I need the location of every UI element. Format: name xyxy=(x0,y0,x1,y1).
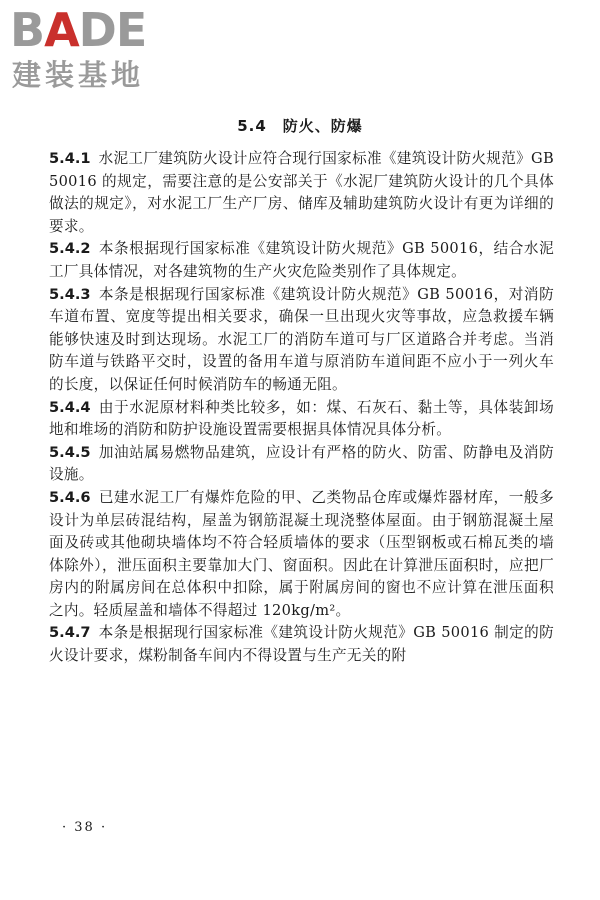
logo-wordmark: BADE xyxy=(10,3,147,57)
clause-5-4-1 xyxy=(49,148,554,238)
brand-logo xyxy=(10,3,180,96)
clause-number: 5.4.2 xyxy=(49,240,91,258)
page-number: · 38 · xyxy=(62,820,108,835)
clause-number: 5.4.1 xyxy=(49,150,91,167)
clause-text: 本条根据现行国家标准《建筑设计防火规范》GB 50016，结合水泥工厂具体情况，对各建筑物的生产火灾危险类别作了具体规定。 xyxy=(49,240,554,280)
section-heading: 5.4 防火、防爆 xyxy=(237,117,363,135)
logo-subtitle: 建装基地 xyxy=(12,58,145,92)
clause-text: 加油站属易燃物品建筑，应设计有严格的防火、防雷、防静电及消防设施。 xyxy=(49,443,554,484)
clause-text: 水泥工厂建筑防火设计应符合现行国家标准《建筑设计防火规范》GB 50016 的规定，需要注意的是公安部关于《水泥厂建筑防火设计的几个具体做法的规定》，对水泥工厂生产厂房、储库及辅助建筑防火设计有更为详细的要求。 xyxy=(49,150,554,235)
clause-5-4-3 xyxy=(49,284,554,397)
clause-text: 已建水泥工厂有爆炸危险的甲、乙类物品仓库或爆炸器材库，一般多设计为单层砖混结构，屋盖为钢筋混凝土现浇整体屋面。由于钢筋混凝土屋面及砖或其他砌块墙体均不符合轻质墙体的要求（压型钢板或石棉瓦类的墙体除外），泄压面积主要靠加大门、窗面积。因此在计算泄压面积时，应把厂房内的附属房间在总体积中扣除，属于附属房间的窗也不应计算在泄压面积之内。轻质屋盖和墙体不得超过 120kg/m²。 xyxy=(49,488,554,619)
clause-5-4-4 xyxy=(49,397,554,442)
clause-text: 本条是根据现行国家标准《建筑设计防火规范》GB 50016 制定的防火设计要求，煤粉制备车间内不得设置与生产无关的附 xyxy=(49,624,554,665)
clause-text: 本条是根据现行国家标准《建筑设计防火规范》GB 50016，对消防车道布置、宽度等提出相关要求，确保一旦出现火灾等事故，应急救援车辆能够快速及时到达现场。水泥工厂的消防车道可与厂区道路合并考虑。当消防车道与铁路平交时，设置的备用车道与原消防车道间距不应小于一列火车的长度，以保证任何时候消防车的畅通无阻。 xyxy=(49,285,554,393)
clause-number: 5.4.5 xyxy=(49,443,91,461)
clause-number: 5.4.7 xyxy=(49,624,91,642)
clause-5-4-7 xyxy=(49,622,554,667)
clause-number: 5.4.6 xyxy=(49,488,91,506)
document-body xyxy=(49,148,554,668)
clause-number: 5.4.4 xyxy=(49,398,91,416)
clause-5-4-2 xyxy=(49,238,554,283)
clause-5-4-6 xyxy=(49,487,554,623)
clause-text: 由于水泥原材料种类比较多，如：煤、石灰石、黏土等，具体装卸场地和堆场的消防和防护设施设置需要根据具体情况具体分析。 xyxy=(49,398,554,439)
clause-5-4-5 xyxy=(49,442,554,487)
clause-number: 5.4.3 xyxy=(49,285,91,303)
